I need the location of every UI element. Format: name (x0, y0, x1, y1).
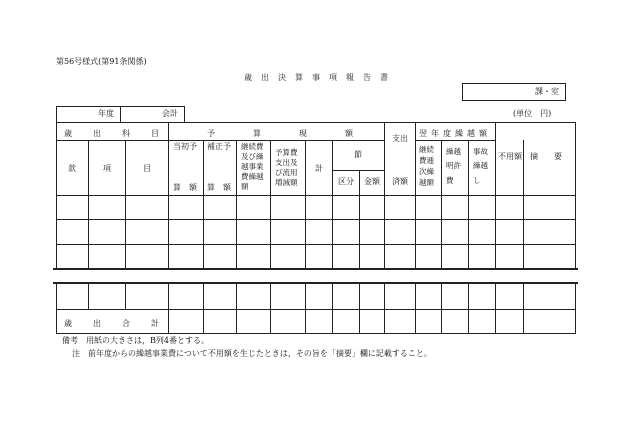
title-char: 項 (329, 73, 337, 82)
title-char: 報 (346, 73, 354, 82)
continuing-carryover-header: 継続 費逓 次繰 越額 (419, 145, 434, 187)
title-char: 決 (278, 73, 286, 82)
form-number: 第56号様式(第91条関係) (56, 57, 147, 66)
budget-diversion-header: 予算費 支出及 び流用 増減額 (275, 148, 298, 187)
unused-amount-header: 不用額 (498, 152, 522, 161)
header-char: 目 (151, 129, 159, 138)
unit-label: (単位 円) (513, 109, 552, 118)
continuing-expense-header: 継続費 及び繰 越事業 費繰越 額 (241, 142, 264, 191)
header-char: 科 (122, 129, 130, 138)
total-header: 計 (315, 164, 323, 173)
budget-current-header (207, 128, 355, 139)
title-char: 出 (261, 73, 269, 82)
accident-carryover-header: 事故 繰越 し (473, 147, 488, 185)
amount-header: 金額 (364, 177, 380, 186)
initial-budget-header-2: 算 額 (173, 183, 197, 192)
kou-header: 項 (103, 164, 111, 173)
title-char: 告 (363, 73, 371, 82)
title-char: 書 (380, 73, 388, 82)
carryover-header: 翌 年 度 繰 越 額 (419, 129, 487, 138)
header-char: 算 (253, 129, 261, 138)
category-header: 区分 (338, 177, 354, 186)
header-char: 現 (299, 129, 307, 138)
account-label: 会計 (162, 109, 178, 118)
department-label: 課・室 (535, 87, 559, 96)
supplementary-budget-header-1: 補正予 (207, 142, 231, 151)
header-char: 歳 (64, 129, 72, 138)
section-header: 節 (354, 150, 362, 159)
kan-header: 款 (68, 164, 76, 173)
report-title (244, 72, 397, 83)
moku-header: 目 (143, 164, 151, 173)
header-char: 額 (345, 129, 353, 138)
initial-budget-header-1: 当初予 (173, 142, 197, 151)
title-char: 歳 (244, 73, 252, 82)
expenditure-total-label: 歳 出 合 計 (64, 319, 159, 328)
header-char: 予 (207, 129, 215, 138)
paid-header-2: 済額 (392, 177, 408, 186)
header-char: 出 (93, 129, 101, 138)
paid-header-1: 支出 (392, 134, 408, 143)
supplementary-budget-header-2: 算 額 (207, 183, 231, 192)
title-char: 算 (295, 73, 303, 82)
title-char: 事 (312, 73, 320, 82)
revenue-subject-header (64, 128, 161, 139)
remarks-header: 摘 要 (530, 152, 562, 161)
note-caution: 注 前年度からの繰越事業費について不用額を生じたときは，その旨を「摘要」欄に記載すること。 (72, 349, 432, 358)
explicit-carryover-header: 繰越 明許 費 (446, 147, 461, 185)
fiscal-year-label: 年度 (98, 109, 114, 118)
note-remarks: 備考 用紙の大きさは，B列4番とする。 (62, 336, 209, 345)
